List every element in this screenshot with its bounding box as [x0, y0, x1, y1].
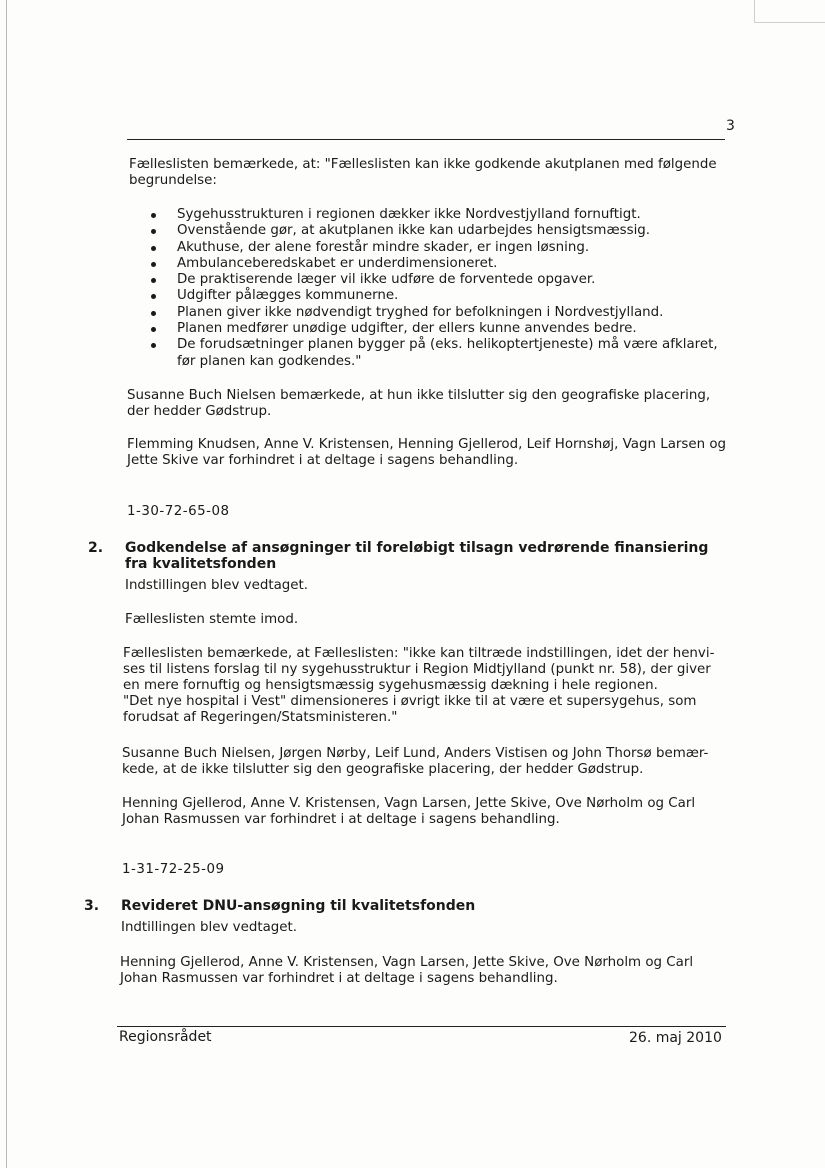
list-item: De praktiserende læger vil ikke udføre de forventede opgaver.: [151, 272, 731, 288]
list-item: Udgifter pålægges kommunerne.: [151, 288, 731, 304]
bullet-icon: [151, 343, 156, 348]
bullet-icon: [151, 213, 156, 218]
section1-intro: [129, 157, 729, 189]
item2-remark: Fælleslisten bemærkede, at Fælleslisten: "ikke kan tiltræde indstillingen, idet der henvi-ses til listens forslag til ny sygehusstruktur i Region Midtjylland (punkt nr. 58), der giver en mere fornuftig og hensigtsmæssig sygehusmæssig dækning i hele regionen. "Det nye hospital i Vest" dimensioneres i øvrigt ikke til at være et supersygehus, som forudsat af Regeringen/Statsministeren.": [123, 646, 715, 725]
scan-corner-mark: [754, 0, 825, 23]
bullet-icon: [151, 327, 156, 332]
list-item: Sygehusstrukturen i regionen dækker ikke Nordvestjylland fornuftigt.: [151, 207, 731, 223]
page-number: 3: [726, 118, 735, 134]
list-item: De forudsætninger planen bygger på (eks. helikoptertjeneste) må være afklaret, før planen kan godkendes.": [151, 337, 731, 370]
scan-edge-line: [6, 0, 7, 1168]
item2-case-number: 1-30-72-65-08: [127, 504, 230, 519]
list-item: Planen giver ikke nødvendigt tryghed for befolkningen i Nordvestjylland.: [151, 305, 731, 321]
item3-number: 3.: [84, 898, 100, 914]
item2-number: 2.: [88, 540, 104, 556]
bullet-icon: [151, 311, 156, 316]
item3-absent: Henning Gjellerod, Anne V. Kristensen, Vagn Larsen, Jette Skive, Ove Nørholm og Carl Johan Rasmussen var forhindret i at deltage i sagens behandling.: [120, 955, 694, 986]
section1-susanne-remark: Susanne Buch Nielsen bemærkede, at hun ikke tilslutter sig den geografiske placering, der hedder Gødstrup.: [127, 388, 711, 419]
list-item: Ambulanceberedskabet er underdimensioneret.: [151, 256, 731, 272]
footer-date: 26. maj 2010: [629, 1030, 722, 1046]
item2-adopted: Indstillingen blev vedtaget.: [125, 578, 309, 593]
footer-title: Regionsrådet: [119, 1029, 212, 1045]
reasons-list: [151, 207, 731, 370]
list-item: Akuthuse, der alene forestår mindre skader, er ingen løsning.: [151, 240, 731, 256]
list-item: Planen medfører unødige udgifter, der ellers kunne anvendes bedre.: [151, 321, 731, 337]
bullet-icon: [151, 294, 156, 299]
item2-voted-against: Fælleslisten stemte imod.: [125, 612, 299, 627]
footer-rule: [117, 1026, 726, 1027]
item3-adopted: Indtillingen blev vedtaget.: [121, 920, 298, 935]
item2-absent: Henning Gjellerod, Anne V. Kristensen, Vagn Larsen, Jette Skive, Ove Nørholm og Carl Johan Rasmussen var forhindret i at deltage i sagens behandling.: [122, 796, 696, 827]
item2-geo-remark: Susanne Buch Nielsen, Jørgen Nørby, Leif Lund, Anders Vistisen og John Thorsø bemær-kede, at de ikke tilslutter sig den geografiske placering, der hedder Gødstrup.: [122, 746, 709, 777]
item3-heading: Revideret DNU-ansøgning til kvalitetsfonden: [121, 898, 476, 914]
bullet-icon: [151, 229, 156, 234]
item3-case-number: 1-31-72-25-09: [122, 862, 225, 877]
bullet-icon: [151, 262, 156, 267]
bullet-icon: [151, 246, 156, 251]
section1-absent: Flemming Knudsen, Anne V. Kristensen, Henning Gjellerod, Leif Hornshøj, Vagn Larsen og Jette Skive var forhindret i at deltage i sagens behandling.: [127, 437, 727, 468]
bullet-icon: [151, 278, 156, 283]
item2-heading: Godkendelse af ansøgninger til foreløbigt tilsagn vedrørende finansiering fra kvalitetsfonden: [125, 540, 709, 572]
list-item: Ovenstående gør, at akutplanen ikke kan udarbejdes hensigtsmæssig.: [151, 223, 731, 239]
header-rule: [127, 139, 725, 140]
intro-text: Fælleslisten bemærkede, at: "Fælleslisten kan ikke godkende akutplanen med følgende begrundelse:: [129, 157, 717, 188]
